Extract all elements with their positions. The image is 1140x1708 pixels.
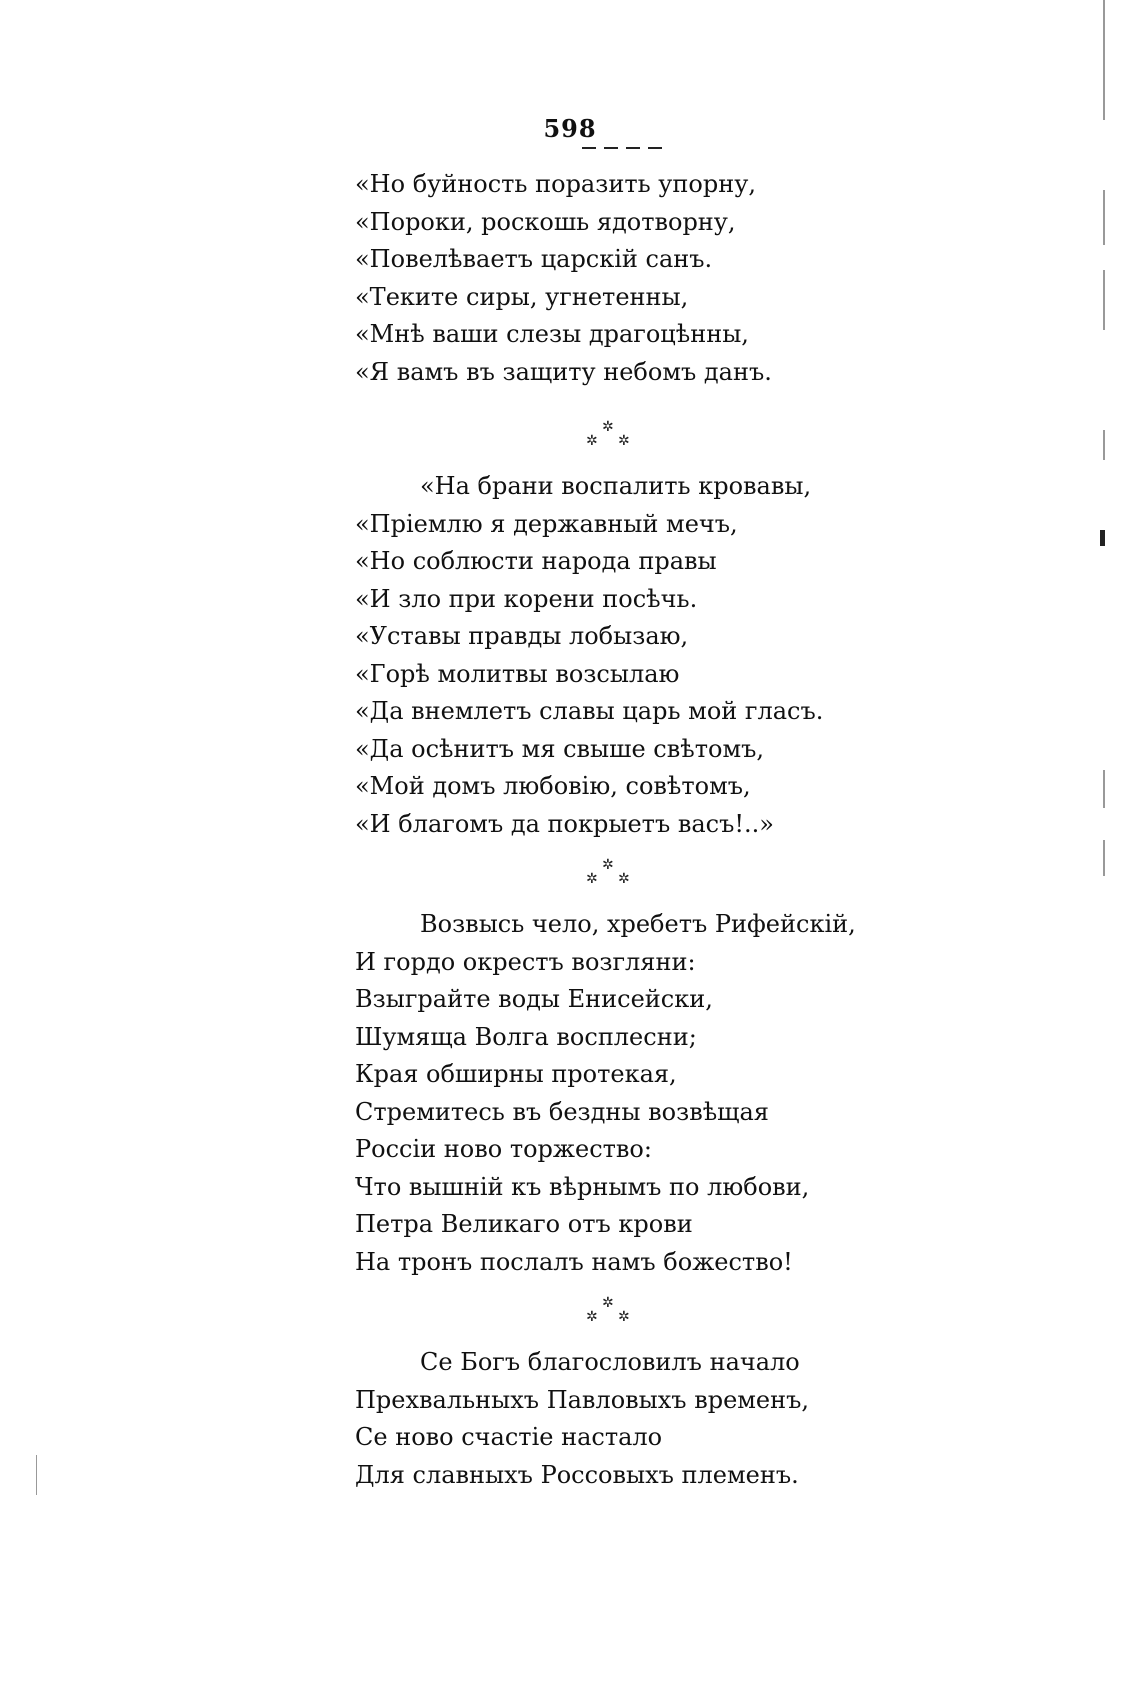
- verse-line: Россіи ново торжество:: [355, 1135, 652, 1163]
- scan-margin-mark: [1103, 770, 1105, 808]
- page-number: 598: [543, 114, 597, 143]
- asterisk-mark: ✲: [618, 871, 630, 887]
- asterism-divider: [578, 858, 638, 890]
- verse-line: «Я вамъ въ защиту небомъ данъ.: [355, 357, 772, 386]
- verse-line: «Горѣ молитвы возсылаю: [355, 659, 680, 688]
- asterisk-mark: ✲: [586, 1309, 598, 1325]
- verse-line: «И зло при корени посѣчь.: [355, 584, 698, 613]
- scan-margin-mark: [1103, 840, 1105, 876]
- verse-line: Прехвальныхъ Павловыхъ временъ,: [355, 1385, 810, 1414]
- verse-line: Возвысь чело, хребетъ Рифейскій,: [420, 910, 856, 938]
- scan-margin-mark: [1103, 190, 1105, 245]
- verse-line: Взыграйте воды Енисейски,: [355, 985, 713, 1013]
- stanza-4: [355, 1344, 809, 1494]
- verse-line: На тронъ послалъ намъ божество!: [355, 1247, 793, 1276]
- asterisk-mark: ✲: [586, 433, 598, 449]
- verse-line: «Мой домъ любовію, совѣтомъ,: [355, 772, 751, 800]
- verse-line: И гордо окрестъ возгляни:: [355, 947, 696, 976]
- asterism-divider: [578, 420, 638, 452]
- scan-margin-mark: [1103, 270, 1105, 330]
- verse-line: Для славныхъ Россовыхъ племенъ.: [355, 1460, 799, 1489]
- scan-margin-mark: [1100, 530, 1105, 546]
- asterisk-mark: ✲: [602, 419, 614, 435]
- asterisk-mark: ✲: [602, 1295, 614, 1311]
- asterisk-mark: ✲: [618, 1309, 630, 1325]
- verse-line: «И благомъ да покрыетъ васъ!..»: [355, 809, 774, 838]
- verse-line: Се ново счастіе настало: [355, 1423, 663, 1451]
- verse-line: Шумяща Волга восплесни;: [355, 1022, 697, 1051]
- stanza-1: [355, 166, 772, 391]
- verse-line: «На брани воспалить кровавы,: [420, 472, 812, 500]
- page-number-underline: [582, 147, 662, 149]
- verse-line: «Но буйность поразить упорну,: [355, 170, 756, 198]
- verse-line: Се Богъ благословилъ начало: [420, 1348, 800, 1376]
- verse-line: «Повелѣваетъ царскій санъ.: [355, 245, 713, 273]
- verse-line: Края обширны протекая,: [355, 1060, 677, 1088]
- stanza-2: [355, 468, 823, 843]
- asterisk-mark: ✲: [586, 871, 598, 887]
- verse-line: «Теките сиры, угнетенны,: [355, 282, 689, 311]
- asterism-divider: [578, 1296, 638, 1328]
- verse-line: «Да осѣнитъ мя свыше свѣтомъ,: [355, 734, 765, 763]
- verse-line: Стремитесь въ бездны возвѣщая: [355, 1097, 769, 1126]
- verse-line: «Да внемлетъ славы царь мой гласъ.: [355, 697, 824, 725]
- verse-line: Петра Великаго отъ крови: [355, 1210, 693, 1238]
- scan-margin-mark: [36, 1455, 37, 1495]
- scan-margin-mark: [1103, 0, 1105, 120]
- verse-line: «Пріемлю я державный мечъ,: [355, 509, 738, 538]
- verse-line: «Мнѣ ваши слезы драгоцѣнны,: [355, 320, 749, 348]
- verse-line: «Но соблюсти народа правы: [355, 547, 717, 575]
- verse-line: «Пороки, роскошь ядотворну,: [355, 207, 736, 236]
- asterisk-mark: ✲: [602, 857, 614, 873]
- verse-line: Что вышній къ вѣрнымъ по любови,: [355, 1172, 810, 1201]
- verse-line: «Уставы правды лобызаю,: [355, 622, 689, 650]
- asterisk-mark: ✲: [618, 433, 630, 449]
- scan-margin-mark: [1103, 430, 1105, 460]
- stanza-3: [355, 906, 856, 1281]
